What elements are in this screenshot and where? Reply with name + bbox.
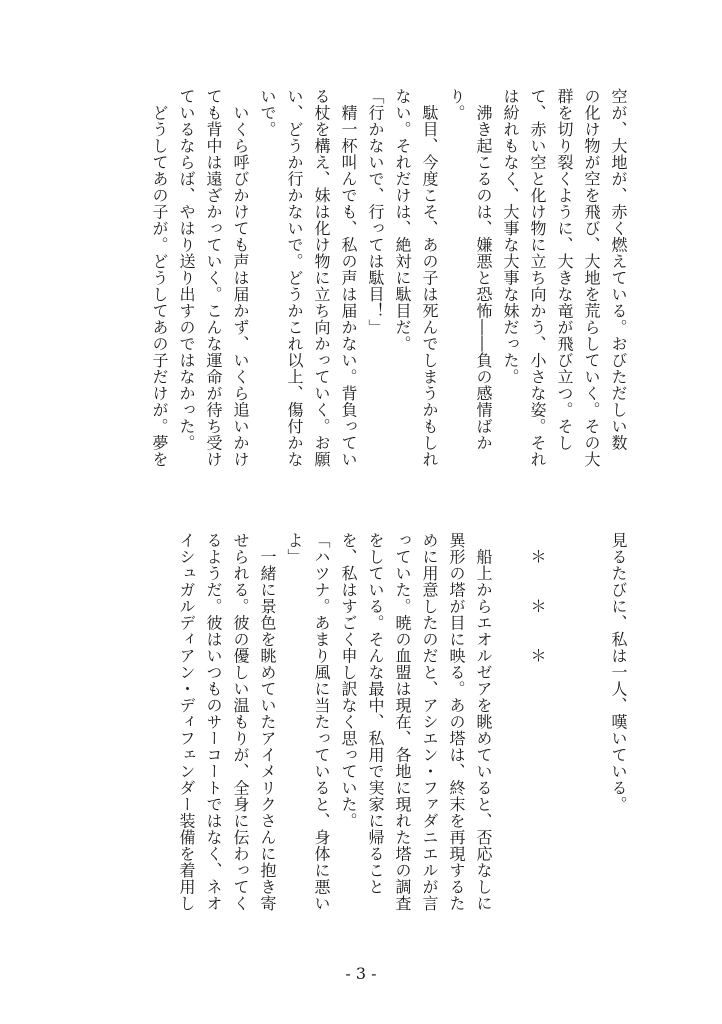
text-column: どうしてあの子が。どうしてあの子だけが。夢を — [150, 88, 169, 468]
text-column: 沸き起こるのは、嫌悪と恐怖――負の感情ばか — [474, 88, 493, 451]
text-column: り。 — [447, 88, 466, 121]
text-column: 船上からエオルゼアを眺めていると、否応なしに — [474, 532, 493, 912]
text-column: ても背中は遠ざかっていく。こんな運命が待ち受け — [204, 88, 223, 468]
text-column: 一緒に景色を眺めていたアイメリクさんに抱き寄 — [258, 532, 277, 912]
text-column: 群を切り裂くように、大きな竜が飛び立つ。そし — [555, 88, 574, 451]
text-column: いで。 — [258, 88, 277, 138]
text-column: ているならば、やはり送り出すのではなかった。 — [177, 88, 196, 451]
text-column: い、どうか行かないで。どうかこれ以上、傷付かな — [285, 88, 304, 468]
text-column: ない。それだけは、絶対に駄目だ。 — [393, 88, 412, 352]
text-column: るようだ。彼はいつものサーコートではなく、ネオ — [204, 532, 223, 912]
page-number: - 3 - — [345, 964, 377, 983]
text-column: 異形の塔が目に映る。あの塔は、終末を再現するた — [447, 532, 466, 912]
text-column: 駄目、今度こそ、あの子は死んでしまうかもしれ — [420, 88, 439, 468]
section-break: ＊ ＊ ＊ — [528, 548, 547, 664]
text-column: 空が、大地が、赤く燃えている。おびただしい数 — [609, 88, 628, 451]
vertical-text-block — [86, 0, 626, 944]
text-column: 精一杯叫んでも、私の声は届かない。背負ってい — [339, 88, 358, 468]
text-column: は紛れもなく、大事な大事な妹だった。 — [501, 88, 520, 385]
text-column: めに用意したのだと、アシエン・ファダニエルが言 — [420, 532, 439, 912]
text-column: をしている。そんな最中、私用で実家に帰ること — [366, 532, 385, 895]
text-column: いくら呼びかけても声は届かず、いくら追いかけ — [231, 88, 250, 468]
text-column: イシュガルディアン・ディフェンダー装備を着用し — [177, 532, 196, 912]
text-column: っていた。暁の血盟は現在、各地に現れた塔の調査 — [393, 532, 412, 912]
text-column: せられる。彼の優しい温もりが、全身に伝わってく — [231, 532, 250, 912]
text-column: る杖を構え、妹は化け物に立ち向かっていく。お願 — [312, 88, 331, 468]
text-column: 「ハツナ。あまり風に当たっていると、身体に悪い — [312, 532, 331, 912]
text-column: の化け物が空を飛び、大地を荒らしていく。その大 — [582, 88, 601, 468]
text-column: よ」 — [285, 532, 304, 565]
text-column: を、私はすごく申し訳なく思っていた。 — [339, 532, 358, 829]
text-column: 「行かないで、行っては駄目！」 — [366, 88, 385, 336]
text-column: て、赤い空と化け物に立ち向かう、小さな姿。それ — [528, 88, 547, 468]
text-column: 見るたびに、私は一人、嘆いている。 — [609, 532, 628, 813]
